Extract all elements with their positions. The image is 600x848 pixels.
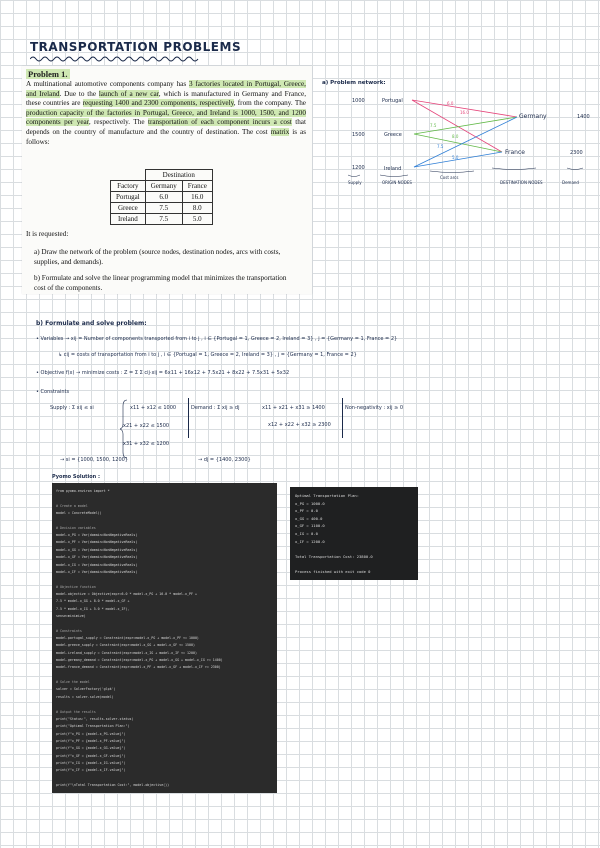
request-item-b: b) Formulate and solve the linear programming model that minimizes the transportation cost of the components. (34, 274, 287, 292)
demand-label: Demand (562, 180, 579, 185)
brace (348, 175, 360, 177)
problem-highlight: production capacity of the factories in Portugal, Greece, and Ireland is 1000, 1500, and 1200 components per year (26, 108, 306, 127)
problem-highlight: requesting 1400 and 2300 components, respectively (82, 99, 234, 108)
source-node-portugal: Portugal (382, 98, 403, 104)
arc-cost: 16.0 (460, 110, 469, 115)
code-line: print(f"\nTotal Transportation Cost:", model.objective()) (56, 783, 170, 787)
demand-value: 1400 (577, 114, 590, 120)
code-line: print(f"x_IF = {model.x_IF.value}") (56, 768, 126, 773)
code-line: model.germany_demand = Constraint(expr=model.x_PG + model.x_GG + model.x_IG >= 1400) (56, 658, 223, 663)
code-line: model.france_demand = Constraint(expr=model.x_PF + model.x_GF + model.x_IF >= 2300) (56, 665, 221, 670)
title-underline (30, 55, 200, 63)
code-line: print(f"x_GF = {model.x_GF.value}") (56, 753, 126, 758)
table-header: France (182, 181, 212, 192)
table-row (111, 170, 213, 181)
code-line: # Objective function (56, 584, 96, 589)
arc-portugal-france (412, 100, 502, 152)
table-cell: Ireland (111, 214, 146, 225)
problem-text: , which is manufactured in Germany and France, these countries are (26, 89, 306, 108)
code-line: model = ConcreteModel() (56, 511, 102, 516)
code-line: print(f"x_PF = {model.x_PF.value}") (56, 738, 126, 743)
code-line: 7.5 * model.x_IG + 5.0 * model.x_IF), (56, 606, 130, 611)
table-cell: 7.5 (145, 214, 182, 225)
output-line: x_GG = 400.0 (295, 515, 323, 521)
network-diagram (312, 72, 600, 197)
table-cell: 5.0 (182, 214, 212, 225)
output-line: Process finished with exit code 0 (295, 569, 371, 574)
variables-line: • Variables → xij = Number of components transported from i to j , i ∈ {Portugal = 1, Greece = 2, Ireland = 3} , j = {Germany = 1, France = 2} (36, 336, 398, 342)
code-line: # Create a model (56, 503, 88, 508)
problem-text: , from the company. The (233, 99, 306, 108)
source-node-greece: Greece (384, 132, 402, 138)
table-header: Factory (111, 181, 146, 192)
code-line: model.x_PG = Var(domain=NonNegativeReals) (56, 533, 138, 538)
output-line: Optimal Transportation Plan: (295, 493, 360, 498)
code-line: from pyomo.environ import * (56, 489, 110, 493)
arc-cost: 5.0 (452, 155, 459, 160)
demand-value: 2300 (570, 150, 583, 156)
destination-node-germany: Germany (519, 113, 547, 120)
code-line: model.x_GF = Var(domain=NonNegativeReals) (56, 555, 138, 560)
brace (492, 168, 536, 170)
code-line: # Decision variables (56, 525, 96, 530)
code-line: print("Status:", results.solver.status) (56, 716, 134, 721)
request-item-a: a) Draw the network of the problem (source nodes, destination nodes, arcs with costs, supplies, and demands). (34, 248, 281, 266)
code-line: print(f"x_IG = {model.x_IG.value}") (56, 760, 126, 765)
output-line: x_PF = 0.0 (295, 508, 318, 514)
objective-line: • Objective f(x) → minimize costs : Z = Σ Σ cij·xij = 6x11 + 16x12 + 7.5x21 + 8x22 + 7.5x31 + 5x32 (36, 370, 290, 376)
source-node-ireland: Ireland (384, 166, 402, 172)
table-header-destination: Destination (145, 170, 212, 181)
brace (430, 171, 474, 173)
problem-highlight: 3 factories located in Portugal, Greece, and Ireland (26, 80, 306, 98)
non-negativity-constraint: Non-negativity : xij ≥ 0 (345, 405, 404, 411)
solution-heading: b) Formulate and solve problem: (36, 320, 147, 327)
code-line: # Solve the model (56, 680, 90, 685)
table-row (111, 181, 213, 192)
destination-node-france: France (505, 149, 525, 156)
brace (380, 175, 408, 177)
code-line: print("Optimal Transportation Plan:") (56, 724, 130, 729)
supply-constraint-label: Supply : Σ xij ≤ si (50, 405, 94, 411)
code-line: print(f"x_PG = {model.x_PG.value}") (56, 731, 126, 736)
table-row (111, 203, 213, 214)
output-line: x_PG = 1000.0 (295, 500, 325, 506)
supply-value: 1200 (352, 165, 365, 171)
code-line: model.greece_supply = Constraint(expr=model.x_GG + model.x_GF <= 1500) (56, 643, 195, 648)
dj-values: → dj = {1400, 2300} (198, 457, 251, 463)
code-line: model.x_PF = Var(domain=NonNegativeReals) (56, 540, 138, 545)
problem-text: , respectively. The (88, 118, 148, 127)
code-line: # Output the results (56, 709, 96, 714)
supply-constraint: x11 + x12 ≤ 1000 (130, 405, 177, 411)
requested-label: It is requested: (26, 230, 69, 238)
problem-highlight: launch of a new car (98, 89, 159, 98)
destination-nodes-label: DESTINATION NODES (500, 180, 543, 185)
brace-icon (120, 399, 128, 459)
supply-constraint: x21 + x22 ≤ 1500 (123, 423, 170, 429)
problem-heading: Problem 1. (28, 69, 68, 79)
costs-line: ↳ cij = costs of transportation from i to j , i ∈ {Portugal = 1, Greece = 2, Ireland = 3} , j = {Germany = 1, France = 2} (58, 352, 357, 358)
table-cell: Greece (111, 203, 146, 214)
code-line: model.x_GG = Var(domain=NonNegativeReals) (56, 547, 138, 552)
brace (567, 168, 583, 170)
output-line: x_GF = 1100.0 (295, 523, 325, 529)
demand-constraint: x12 + x22 + x32 ≥ 2300 (268, 422, 331, 428)
output-screenshot (290, 487, 418, 580)
code-line: print(f"x_GG = {model.x_GG.value}") (56, 746, 126, 751)
code-line: # Constraints (56, 628, 82, 633)
code-line: 7.5 * model.x_GG + 8.0 * model.x_GF + (56, 599, 130, 604)
code-line: model.objective = Objective(expr=6.0 * model.x_PG + 16.0 * model.x_PF + (56, 591, 197, 596)
arc-cost: 7.5 (437, 144, 444, 149)
supply-label: Supply (348, 180, 362, 185)
table-cell: 16.0 (182, 192, 212, 203)
arc-cost: 6.0 (447, 101, 454, 106)
problem-highlight: matrix (270, 127, 290, 136)
output-line: x_IG = 0.0 (295, 531, 318, 536)
code-line: model.portugal_supply = Constraint(expr=model.x_PG + model.x_PF <= 1000) (56, 636, 199, 640)
problem-text: that depends on the country of manufacture and the country of destination. The cost (26, 118, 306, 136)
pyomo-solution-label: Pyomo Solution : (52, 474, 100, 480)
table-row (111, 192, 213, 203)
output-line: Total Transportation Cost: 23800.0 (295, 553, 373, 559)
cost-arcs-label: Cost arcs (440, 175, 459, 180)
demand-constraint-label: Demand : Σ xij ≥ dj (191, 405, 240, 411)
divider (188, 398, 189, 438)
constraints-label: • Constraints (36, 389, 70, 395)
table-cell: 8.0 (182, 203, 212, 214)
code-screenshot (52, 483, 277, 793)
supply-value: 1500 (352, 132, 365, 138)
supply-constraint: x31 + x32 ≤ 1200 (123, 441, 170, 447)
table-cell: Portugal (111, 192, 146, 203)
output-line: x_IF = 1200.0 (295, 538, 325, 544)
table-header: Germany (145, 181, 182, 192)
problem-text: A multinational automotive components company has (26, 80, 189, 88)
code-line: model.x_IG = Var(domain=NonNegativeReals) (56, 562, 138, 567)
arc-cost: 8.0 (452, 134, 459, 139)
supply-value: 1000 (352, 98, 365, 104)
si-values: → si = {1000, 1500, 1200} (60, 457, 129, 463)
code-line: solver = SolverFactory('glpk') (56, 687, 116, 692)
table-cell (111, 170, 146, 181)
network-label: a) Problem network: (322, 80, 386, 86)
arc-cost: 7.5 (430, 123, 437, 128)
table-cell: 6.0 (145, 192, 182, 203)
problem-text: . Due to the (59, 89, 99, 98)
problem-body (26, 80, 306, 147)
cost-matrix-table (110, 169, 213, 225)
problem-highlight: transportation of each component incurs a cost (147, 118, 292, 127)
code-line: sense=minimize) (56, 613, 86, 618)
page-title: TRANSPORTATION PROBLEMS (30, 40, 242, 54)
table-row (111, 214, 213, 225)
origin-nodes-label: ORIGIN NODES (382, 180, 412, 185)
problem-text: is as follows: (26, 127, 306, 146)
divider (342, 398, 343, 438)
table-cell: 7.5 (145, 203, 182, 214)
code-line: model.x_IF = Var(domain=NonNegativeReals) (56, 569, 138, 574)
code-line: results = solver.solve(model) (56, 694, 114, 699)
code-line: model.ireland_supply = Constraint(expr=model.x_IG + model.x_IF <= 1200) (56, 650, 197, 655)
demand-constraint: x11 + x21 + x31 ≥ 1400 (262, 405, 325, 411)
